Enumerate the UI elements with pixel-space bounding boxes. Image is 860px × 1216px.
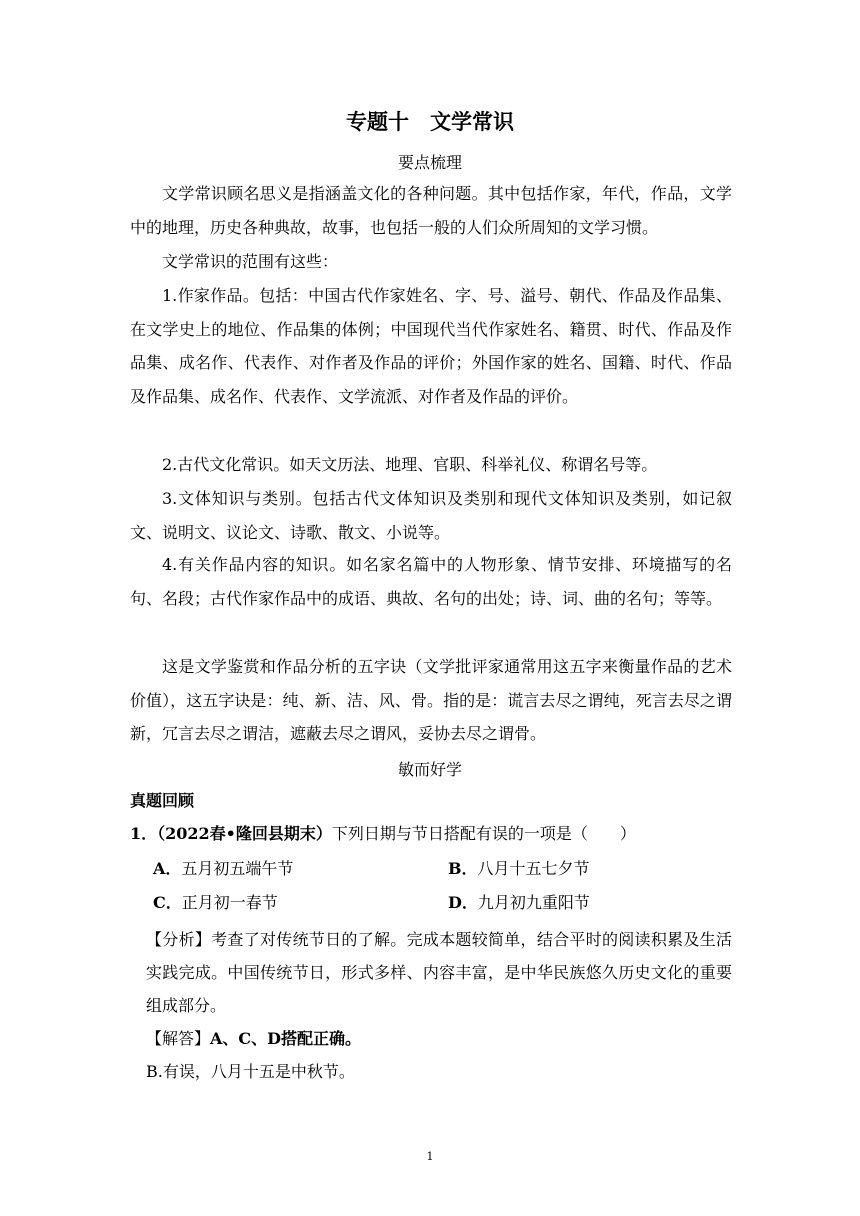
option-d-text: 九月初九重阳节 xyxy=(477,893,590,912)
question-source: （2022春•隆回县期末） xyxy=(157,824,332,843)
question-text: 下列日期与节日搭配有误的一项是（ ） xyxy=(331,824,636,843)
analysis-paragraph: 【分析】考查了对传统节日的了解。完成本题较简单，结合平时的阅读积累及生活实践完成。中国传统节日，形式多样、内容丰富，是中华民族悠久历史文化的重要组成部分。 xyxy=(146,930,732,1015)
option-a-text: 五月初五端午节 xyxy=(181,859,294,878)
section-heading-key-points: 要点梳理 xyxy=(397,153,462,172)
option-b-text: 八月十五七夕节 xyxy=(477,859,590,878)
question-1 xyxy=(130,822,636,846)
option-d xyxy=(448,891,590,915)
option-c-letter: C． xyxy=(153,893,182,912)
answer-b-line xyxy=(146,1060,355,1084)
intro-paragraph: 文学常识顾名思义是指涵盖文化的各种问题。其中包括作家，年代，作品，文学中的地理，历史各种典故，故事，也包括一般的人们众所周知的文学习惯。 xyxy=(130,184,732,237)
option-c xyxy=(153,891,278,915)
answer-label: 【解答】 xyxy=(146,1029,211,1048)
five-character-formula-paragraph: 这是文学鉴赏和作品分析的五字诀（文学批评家通常用这五字来衡量作品的艺术价值），这五字诀是：纯、新、洁、风、骨。指的是：谎言去尽之谓纯，死言去尽之谓新，冗言去尽之谓洁，遮蔽去尽之谓风，妥协去尽之谓骨。 xyxy=(130,657,732,744)
option-d-letter: D． xyxy=(448,893,478,912)
page-number: 1 xyxy=(426,1150,434,1163)
option-b-letter: B． xyxy=(448,859,478,878)
scope-item-3: 3.文体知识与类别。包括古代文体知识及类别和现代文体知识及类别，如记叙文、说明文、议论文、诗歌、散文、小说等。 xyxy=(130,489,732,542)
option-a xyxy=(153,857,293,881)
option-b xyxy=(448,857,590,881)
scope-item-1: 1.作家作品。包括：中国古代作家姓名、字、号、溢号、朝代、作品及作品集、在文学史上的地位、作品集的体例；中国现代当代作家姓名、籍贯、时代、作品及作品集、成名作、代表作、对作者及作品的评价；外国作家的姓名、国籍、时代、作品及作品集、成名作、代表作、文学流派、对作者及作品的评价。 xyxy=(130,286,732,406)
question-number: 1． xyxy=(130,824,158,843)
option-a-letter: A． xyxy=(153,859,182,878)
scope-item-4: 4.有关作品内容的知识。如名家名篇中的人物形象、情节安排、环境描写的名句、名段；古代作家作品中的成语、典故、名句的出处；诗、词、曲的名句；等等。 xyxy=(130,555,732,608)
option-c-text: 正月初一春节 xyxy=(181,893,278,912)
scope-intro-paragraph: 文学常识的范围有这些： xyxy=(162,252,339,271)
page-title: 专题十 文学常识 xyxy=(346,110,514,134)
review-label: 真题回顾 xyxy=(130,791,195,810)
answer-text: A、C、D搭配正确。 xyxy=(210,1029,362,1048)
answer-b-text: B.有误，八月十五是中秋节。 xyxy=(146,1062,355,1081)
scope-item-2: 2.古代文化常识。如天文历法、地理、官职、科举礼仪、称谓名号等。 xyxy=(162,455,658,474)
section-heading-eager-to-learn: 敏而好学 xyxy=(397,760,462,779)
answer-line xyxy=(146,1027,361,1051)
